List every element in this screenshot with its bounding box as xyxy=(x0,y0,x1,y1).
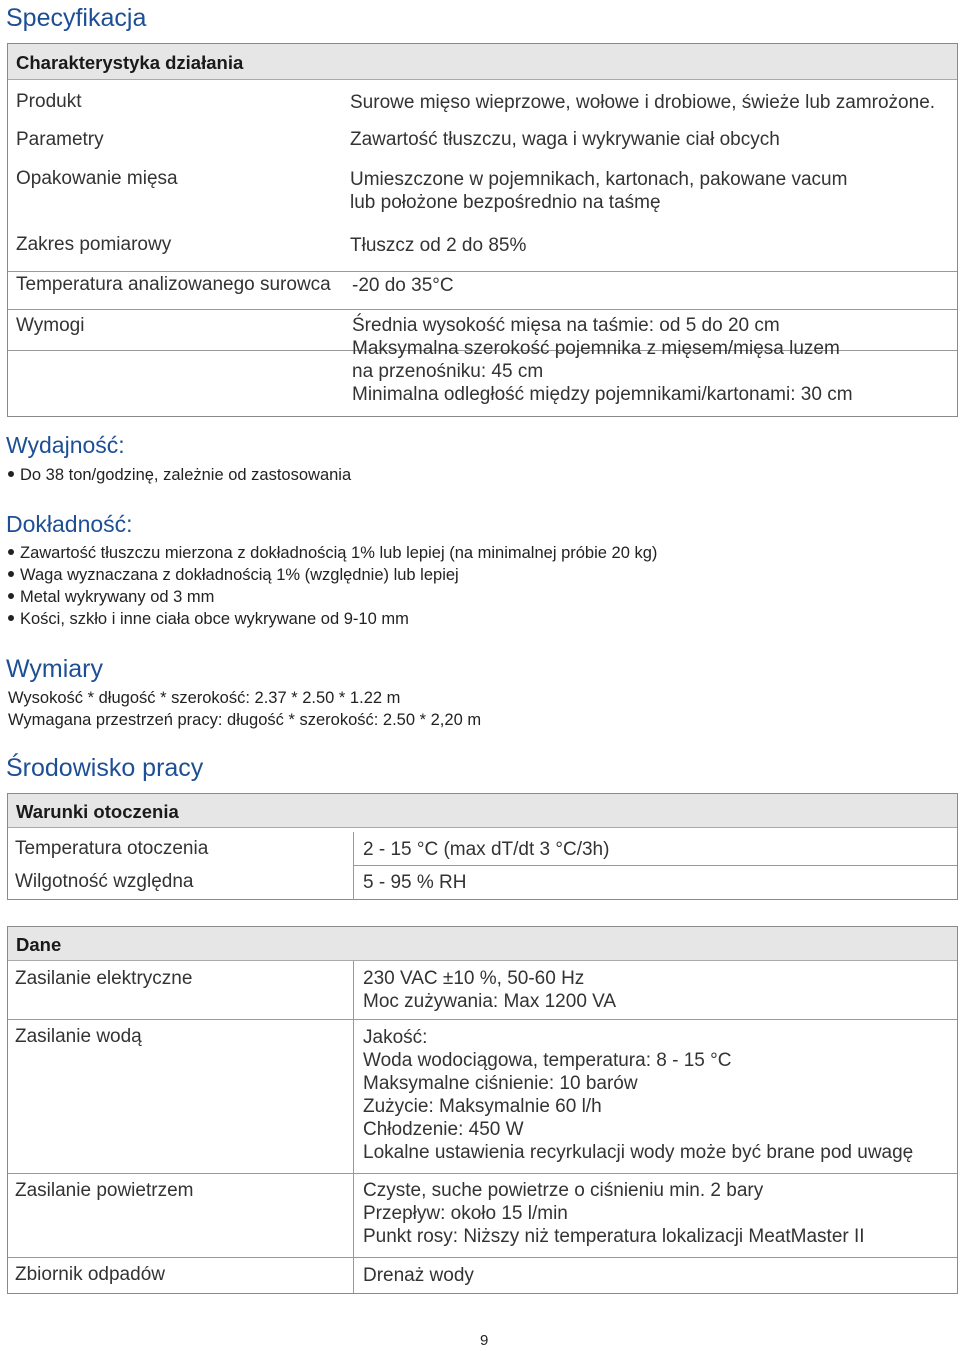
column-divider xyxy=(353,961,354,1293)
accuracy-bullet: Waga wyznaczana z dokładnością 1% (względnie) lub lepiej xyxy=(8,566,459,585)
accuracy-heading: Dokładność: xyxy=(6,511,133,537)
performance-heading: Wydajność: xyxy=(6,432,125,458)
data-label-waste: Zbiornik odpadów xyxy=(15,1264,165,1285)
data-value-water xyxy=(363,1026,913,1164)
data-label-air: Zasilanie powietrzem xyxy=(15,1180,194,1201)
row-label-product: Produkt xyxy=(16,91,82,112)
requirements-line: Maksymalna szerokość pojemnika z mięsem/mięsa luzem xyxy=(352,338,840,359)
requirements-line: Średnia wysokość mięsa na taśmie: od 5 do 20 cm xyxy=(352,315,780,336)
data-label-water: Zasilanie wodą xyxy=(15,1026,142,1047)
row-value-requirements xyxy=(352,314,853,406)
dimensions-heading: Wymiary xyxy=(6,655,103,683)
data-value-electric xyxy=(363,967,616,1013)
data-value-air xyxy=(363,1179,865,1248)
water-line: Zużycie: Maksymalnie 60 l/h xyxy=(363,1096,602,1117)
water-line: Chłodzenie: 450 W xyxy=(363,1119,524,1140)
divider xyxy=(8,271,957,272)
row-label-range: Zakres pomiarowy xyxy=(16,234,172,255)
environment-heading: Środowisko pracy xyxy=(6,754,204,782)
accuracy-bullet: Metal wykrywany od 3 mm xyxy=(8,588,214,607)
row-value-packaging xyxy=(350,168,847,214)
ambient-label-humidity: Wilgotność względna xyxy=(15,871,194,892)
bullet-icon xyxy=(8,571,14,577)
packaging-line: lub położone bezpośrednio na taśmę xyxy=(350,192,661,213)
row-value-parameters: Zawartość tłuszczu, waga i wykrywanie ciał obcych xyxy=(350,129,780,150)
water-line: Maksymalne ciśnienie: 10 barów xyxy=(363,1073,638,1094)
dimensions-line: Wymagana przestrzeń pracy: długość * szerokość: 2.50 * 2,20 m xyxy=(8,711,482,729)
water-line: Lokalne ustawienia recyrkulacji wody może być brane pod uwagę xyxy=(363,1142,914,1163)
ambient-header xyxy=(8,794,957,828)
packaging-line: Umieszczone w pojemnikach, kartonach, pakowane vacum xyxy=(350,169,848,190)
accuracy-bullet: Kości, szkło i inne ciała obce wykrywane od 9-10 mm xyxy=(8,610,409,629)
characteristics-header xyxy=(8,44,957,80)
row-label-temperature: Temperatura analizowanego surowca xyxy=(16,274,331,295)
requirements-line: Minimalna odległość między pojemnikami/kartonami: 30 cm xyxy=(352,384,853,405)
air-line: Punkt rosy: Niższy niż temperatura lokalizacji MeatMaster II xyxy=(363,1226,865,1247)
electric-line: Moc zużywania: Max 1200 VA xyxy=(363,991,617,1012)
bullet-icon xyxy=(8,549,14,555)
row-value-temperature: -20 do 35°C xyxy=(352,275,454,296)
ambient-title: Warunki otoczenia xyxy=(16,801,179,822)
requirements-line: na przenośniku: 45 cm xyxy=(352,361,544,382)
bullet-icon xyxy=(8,471,14,477)
row-value-product: Surowe mięso wieprzowe, wołowe i drobiowe, świeże lub zamrożone. xyxy=(350,92,936,113)
accuracy-bullet: Zawartość tłuszczu mierzona z dokładnością 1% lub lepiej (na minimalnej próbie 20 kg) xyxy=(8,544,657,563)
ambient-value-temperature: 2 - 15 °C (max dT/dt 3 °C/3h) xyxy=(363,839,610,860)
ambient-value-humidity: 5 - 95 % RH xyxy=(363,872,467,893)
divider xyxy=(8,1019,957,1020)
column-divider xyxy=(353,832,354,900)
row-label-parameters: Parametry xyxy=(16,129,104,150)
divider xyxy=(8,1173,957,1174)
divider xyxy=(8,309,957,310)
data-header xyxy=(8,927,957,961)
page-number: 9 xyxy=(480,1332,489,1349)
bullet-icon xyxy=(8,593,14,599)
air-line: Czyste, suche powietrze o ciśnieniu min. 2 bary xyxy=(363,1180,764,1201)
data-label-electric: Zasilanie elektryczne xyxy=(15,968,193,989)
divider xyxy=(8,1257,957,1258)
bullet-icon xyxy=(8,615,14,621)
characteristics-title: Charakterystyka działania xyxy=(16,52,244,73)
ambient-label-temperature: Temperatura otoczenia xyxy=(15,838,209,859)
dimensions-line: Wysokość * długość * szerokość: 2.37 * 2.50 * 1.22 m xyxy=(8,689,401,707)
divider xyxy=(353,865,957,866)
waste-line: Drenaż wody xyxy=(363,1265,474,1286)
air-line: Przepływ: około 15 l/min xyxy=(363,1203,568,1224)
electric-line: 230 VAC ±10 %, 50-60 Hz xyxy=(363,968,585,989)
page-title: Specyfikacja xyxy=(6,4,147,32)
water-line: Jakość: xyxy=(363,1027,428,1048)
performance-bullet: Do 38 ton/godzinę, zależnie od zastosowania xyxy=(8,466,351,485)
data-value-waste xyxy=(363,1264,474,1287)
water-line: Woda wodociągowa, temperatura: 8 - 15 °C xyxy=(363,1050,732,1071)
row-label-packaging: Opakowanie mięsa xyxy=(16,168,178,189)
row-value-range: Tłuszcz od 2 do 85% xyxy=(350,235,527,256)
row-label-requirements: Wymogi xyxy=(16,315,85,336)
data-title: Dane xyxy=(16,934,62,955)
